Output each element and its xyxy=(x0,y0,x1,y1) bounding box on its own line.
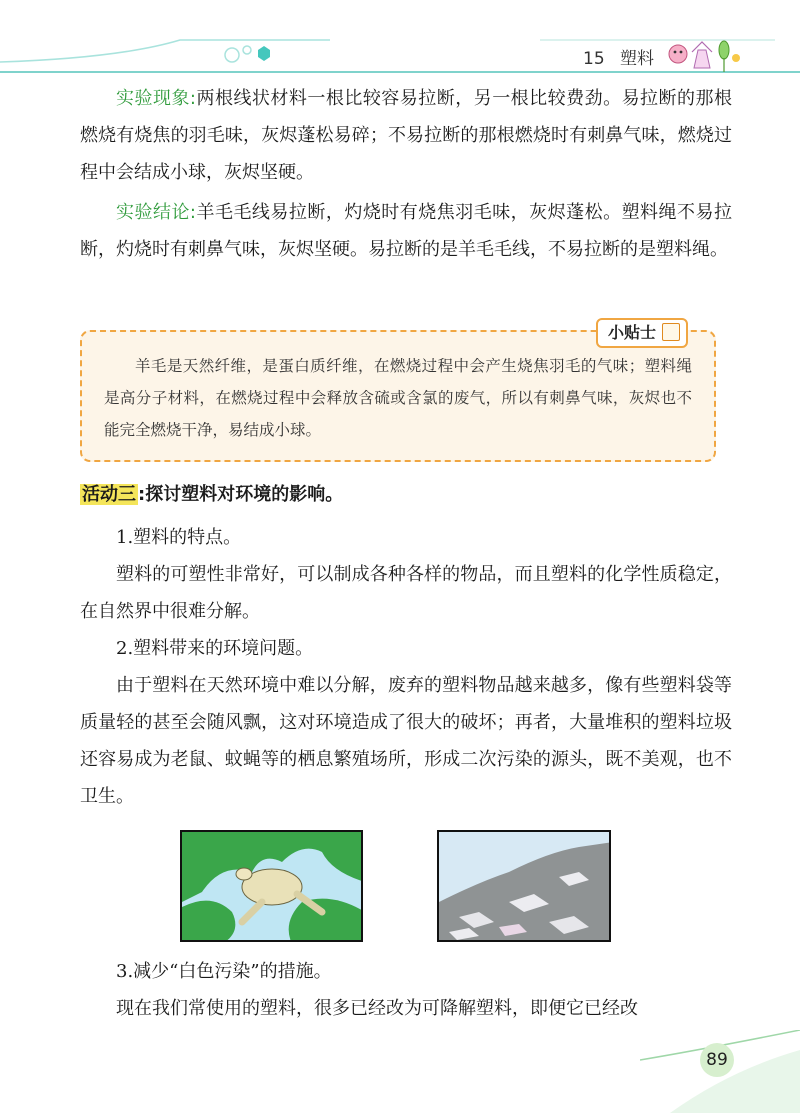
conclusion-text: 羊毛毛线易拉断，灼烧时有烧焦羽毛味，灰烬蓬松。塑料绳不易拉断，灼烧时有刺鼻气味，灰烬坚硬。易拉断的是羊毛毛线，不易拉断的是塑料绳。 xyxy=(80,202,732,260)
conclusion-paragraph xyxy=(80,194,732,268)
tip-text: 羊毛是天然纤维，是蛋白质纤维，在燃烧过程中会产生烧焦羽毛的气味；塑料绳是高分子材料，在燃烧过程中会释放含硫或含氯的废气，所以有刺鼻气味，灰烬也不能完全燃烧干净，易结成小球。 xyxy=(104,357,692,439)
section-1-text: 塑料的可塑性非常好，可以制成各种各样的物品，而且塑料的化学性质稳定，在自然界中很难分解。 xyxy=(80,564,732,622)
section-1-heading: 1.塑料的特点。 xyxy=(116,527,242,548)
tip-box xyxy=(80,323,716,462)
phenomenon-label: 实验现象: xyxy=(116,88,196,109)
conclusion-label: 实验结论: xyxy=(116,202,196,223)
chapter-title: 塑料 xyxy=(620,49,655,69)
activity-heading xyxy=(80,481,343,509)
activity-body xyxy=(80,519,732,815)
section-3 xyxy=(80,953,732,1027)
notepad-icon xyxy=(662,323,680,341)
activity-label: 活动三 xyxy=(82,484,136,505)
plastic-waste-illustration xyxy=(437,830,611,942)
section-2-heading: 2.塑料带来的环境问题。 xyxy=(116,638,314,659)
section-2-text: 由于塑料在天然环境中难以分解，废弃的塑料物品越来越多，像有些塑料袋等质量轻的甚至会随风飘，这对环境造成了很大的破坏；再者，大量堆积的塑料垃圾还容易成为老鼠、蚊蝇等的栖息繁殖场所，形成二次污染的源头，既不美观，也不卫生。 xyxy=(80,675,732,807)
phenomenon-text: 两根线状材料一根比较容易拉断，另一根比较费劲。易拉断的那根燃烧有烧焦的羽毛味，灰烬蓬松易碎；不易拉断的那根燃烧时有刺鼻气味，燃烧过程中会结成小球，灰烬坚硬。 xyxy=(80,88,732,183)
section-3-heading: 3.减少“白色污染”的措施。 xyxy=(116,961,332,982)
sea-turtle-illustration xyxy=(180,830,363,942)
activity-title: :探讨塑料对环境的影响。 xyxy=(138,484,344,505)
section-3-text: 现在我们常使用的塑料，很多已经改为可降解塑料，即便它已经改 xyxy=(116,998,638,1019)
tip-tag xyxy=(596,318,688,348)
chapter-number: 15 xyxy=(583,49,605,69)
tip-tag-label: 小贴士 xyxy=(607,323,656,342)
chapter-header xyxy=(583,44,654,69)
experiment-section xyxy=(80,80,732,268)
flower-cartoon-icon xyxy=(664,28,744,78)
page-number: 89 xyxy=(700,1043,734,1077)
phenomenon-paragraph xyxy=(80,80,732,191)
